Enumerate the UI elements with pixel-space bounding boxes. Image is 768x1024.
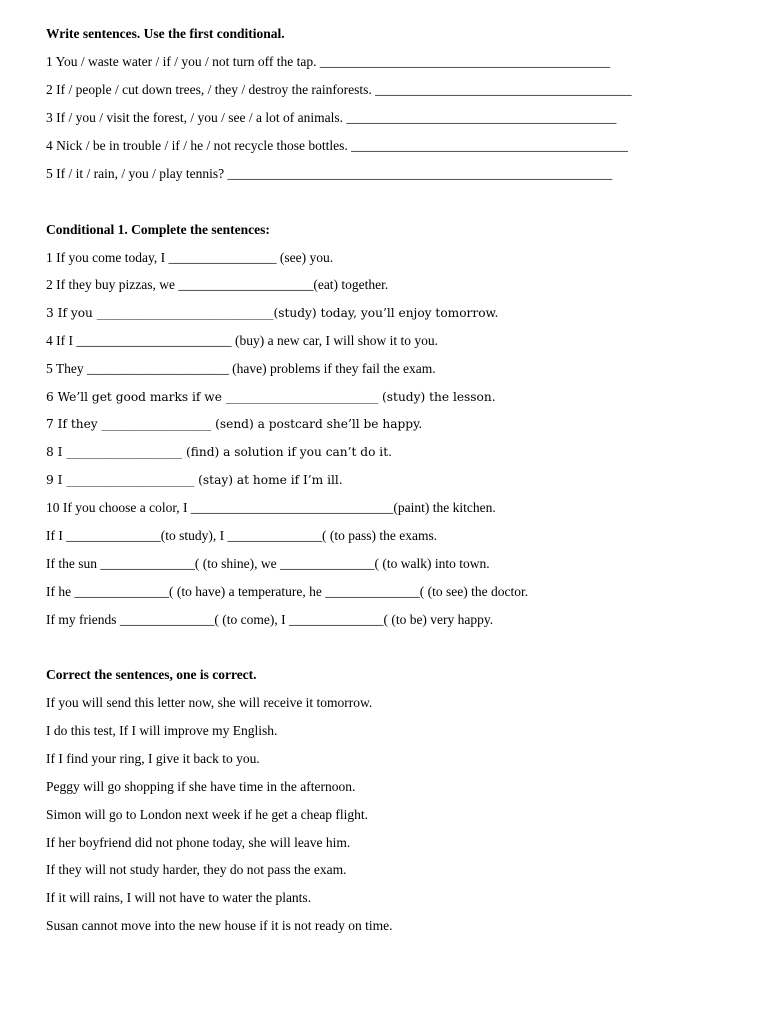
exercise-item: 3 If / you / visit the forest, / you / see / a lot of animals. ________________________________________: [46, 110, 617, 125]
exercise-item: 10 If you choose a color, I ______________________________(paint) the kitchen.: [46, 500, 496, 515]
exercise-item: If the sun ______________( (to shine), we ______________( (to walk) into town.: [46, 556, 490, 571]
exercise-item: 5 If / it / rain, / you / play tennis? _________________________________________________________: [46, 166, 613, 181]
exercise-item: If her boyfriend did not phone today, she will leave him.: [46, 835, 351, 850]
exercise-item: Simon will go to London next week if he get a cheap flight.: [46, 807, 369, 822]
exercise-item: If it will rains, I will not have to water the plants.: [46, 890, 312, 905]
exercise-item: 5 They _____________________ (have) problems if they fail the exam.: [46, 361, 436, 376]
exercise-item: 4 Nick / be in trouble / if / he / not recycle those bottles. _________________________________________: [46, 138, 628, 153]
section-heading-correct-sentences: Correct the sentences, one is correct.: [46, 667, 257, 682]
exercise-item: 1 If you come today, I ________________ (see) you.: [46, 250, 334, 265]
exercise-item: 3 If you _____________________________(study) today, you’ll enjoy tomorrow.: [46, 306, 499, 320]
exercise-item: If they will not study harder, they do not pass the exam.: [46, 862, 347, 877]
exercise-item: If I ______________(to study), I ______________( (to pass) the exams.: [46, 528, 438, 543]
exercise-item: 9 I _____________________ (stay) at home if I’m ill.: [46, 473, 343, 487]
exercise-item: 2 If / people / cut down trees, / they / destroy the rainforests. ______________________________________: [46, 82, 632, 97]
section-heading-complete-sentences: Conditional 1. Complete the sentences:: [46, 222, 270, 237]
exercise-item: Peggy will go shopping if she have time in the afternoon.: [46, 779, 356, 794]
exercise-item: 6 We’ll get good marks if we _________________________ (study) the lesson.: [46, 390, 496, 404]
exercise-item: If I find your ring, I give it back to you.: [46, 751, 260, 766]
section-heading-first-conditional: Write sentences. Use the first conditional.: [46, 26, 285, 41]
exercise-item: 8 I ___________________ (find) a solution if you can’t do it.: [46, 445, 392, 459]
exercise-item: If my friends ______________( (to come), I ______________( (to be) very happy.: [46, 612, 494, 627]
exercise-item: If he ______________( (to have) a temperature, he ______________( (to see) the doctor.: [46, 584, 529, 599]
exercise-item: 4 If I _______________________ (buy) a new car, I will show it to you.: [46, 333, 439, 348]
exercise-item: If you will send this letter now, she will receive it tomorrow.: [46, 695, 373, 710]
exercise-item: I do this test, If I will improve my English.: [46, 723, 278, 738]
exercise-item: 1 You / waste water / if / you / not turn off the tap. ___________________________________________: [46, 54, 611, 69]
exercise-item: Susan cannot move into the new house if it is not ready on time.: [46, 918, 393, 933]
exercise-item: 7 If they __________________ (send) a postcard she’ll be happy.: [46, 417, 423, 431]
exercise-item: 2 If they buy pizzas, we ____________________(eat) together.: [46, 277, 389, 292]
